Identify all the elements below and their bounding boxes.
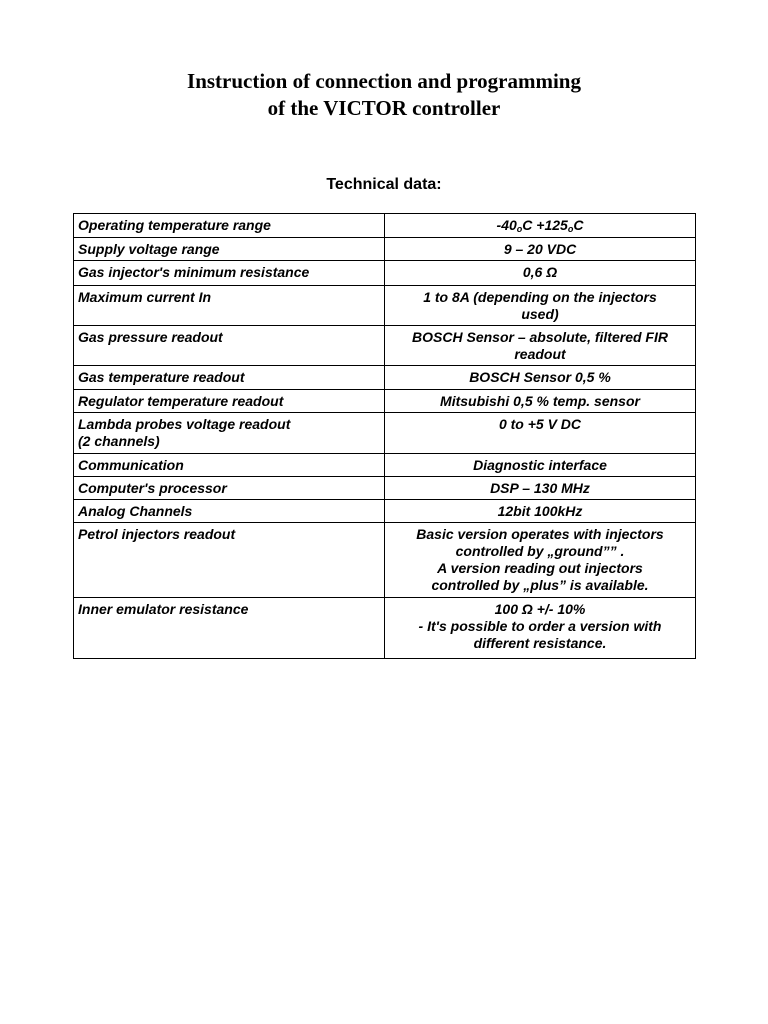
spec-parameter-cell bbox=[74, 454, 385, 477]
spec-parameter-cell bbox=[74, 500, 385, 523]
spec-value-cell bbox=[385, 598, 696, 659]
spec-value-text: 1 to 8A (depending on the injectors bbox=[423, 289, 657, 305]
spec-value-cell bbox=[385, 413, 696, 454]
spec-value-cell bbox=[385, 238, 696, 261]
spec-value-cell bbox=[385, 214, 696, 238]
spec-value-text: Diagnostic interface bbox=[473, 457, 607, 473]
temperature-part: -40 bbox=[496, 217, 517, 233]
spec-parameter-text: Petrol injectors readout bbox=[78, 526, 236, 542]
spec-row bbox=[74, 286, 696, 326]
spec-parameter-cell bbox=[74, 477, 385, 500]
temperature-part: +125 bbox=[536, 217, 568, 233]
spec-parameter-text: Regulator temperature readout bbox=[78, 393, 284, 409]
spec-row bbox=[74, 598, 696, 659]
title-line-2: of the VICTOR controller bbox=[267, 96, 501, 120]
spec-parameter-text: Communication bbox=[78, 457, 184, 473]
spec-value-text: 0,6 Ω bbox=[522, 264, 558, 280]
spec-value-cell bbox=[385, 390, 696, 413]
spec-value-cell bbox=[385, 454, 696, 477]
operating-temperature-value bbox=[389, 217, 691, 234]
spec-value-text: different resistance. bbox=[473, 635, 607, 651]
spec-value-text: controlled by „ground”” . bbox=[455, 543, 625, 559]
spec-parameter-cell bbox=[74, 523, 385, 598]
spec-parameter-cell bbox=[74, 413, 385, 454]
spec-value-cell bbox=[385, 477, 696, 500]
spec-value-text: Mitsubishi 0,5 % temp. sensor bbox=[440, 393, 640, 409]
temperature-part: C bbox=[573, 217, 584, 233]
spec-value-text: controlled by „plus” is available. bbox=[431, 577, 649, 593]
spec-value-cell bbox=[385, 286, 696, 326]
spec-row bbox=[74, 366, 696, 390]
spec-value-text: BOSCH Sensor – absolute, filtered FIR bbox=[412, 329, 668, 345]
temperature-part: C bbox=[522, 217, 533, 233]
spec-parameter-cell bbox=[74, 390, 385, 413]
spec-parameter-text: Lambda probes voltage readout bbox=[78, 416, 291, 432]
spec-value-text: DSP – 130 MHz bbox=[490, 480, 590, 496]
spec-parameter-text: Maximum current In bbox=[78, 289, 212, 305]
spec-value-text: 100 Ω +/- 10% bbox=[494, 601, 586, 617]
spec-row bbox=[74, 523, 696, 598]
spec-parameter-cell bbox=[74, 366, 385, 390]
spec-row bbox=[74, 500, 696, 523]
spec-parameter-text: (2 channels) bbox=[78, 433, 160, 449]
spec-parameter-text: Inner emulator resistance bbox=[78, 601, 249, 617]
spec-parameter-text: Gas pressure readout bbox=[78, 329, 223, 345]
spec-parameter-cell bbox=[74, 326, 385, 366]
spec-value-cell bbox=[385, 366, 696, 390]
degree-mark: o bbox=[567, 224, 574, 234]
spec-parameter-text: Supply voltage range bbox=[78, 241, 220, 257]
spec-value-text: 9 – 20 VDC bbox=[503, 241, 577, 257]
spec-row bbox=[74, 214, 696, 238]
spec-row bbox=[74, 326, 696, 366]
spec-row bbox=[74, 454, 696, 477]
spec-parameter-text: Gas temperature readout bbox=[78, 369, 245, 385]
spec-parameter-cell bbox=[74, 261, 385, 286]
spec-value-text: - It's possible to order a version with bbox=[418, 618, 662, 634]
spec-value-text: 12bit 100kHz bbox=[497, 503, 583, 519]
title-line-1: Instruction of connection and programming bbox=[187, 69, 581, 93]
spec-value-text: used) bbox=[521, 306, 559, 322]
spec-value-text: A version reading out injectors bbox=[437, 560, 643, 576]
spec-parameter-cell bbox=[74, 238, 385, 261]
degree-mark: o bbox=[516, 224, 523, 234]
technical-data-table-body bbox=[74, 214, 696, 659]
spec-value-text: BOSCH Sensor 0,5 % bbox=[469, 369, 611, 385]
spec-value-cell bbox=[385, 500, 696, 523]
spec-row bbox=[74, 390, 696, 413]
spec-parameter-text: Computer's processor bbox=[78, 480, 227, 496]
technical-data-table bbox=[73, 213, 696, 659]
spec-row bbox=[74, 238, 696, 261]
spec-parameter-cell bbox=[74, 286, 385, 326]
spec-value-text: readout bbox=[514, 346, 566, 362]
spec-parameter-cell bbox=[74, 598, 385, 659]
spec-parameter-text: Analog Channels bbox=[78, 503, 193, 519]
spec-value-text: Basic version operates with injectors bbox=[416, 526, 664, 542]
spec-parameter-text: Operating temperature range bbox=[78, 217, 271, 233]
section-heading: Technical data: bbox=[326, 176, 442, 193]
spec-row bbox=[74, 261, 696, 286]
spec-value-cell bbox=[385, 261, 696, 286]
spec-row bbox=[74, 477, 696, 500]
spec-row bbox=[74, 413, 696, 454]
spec-value-text: 0 to +5 V DC bbox=[498, 416, 582, 432]
spec-parameter-cell bbox=[74, 214, 385, 238]
spec-value-cell bbox=[385, 326, 696, 366]
spec-parameter-text: Gas injector's minimum resistance bbox=[78, 264, 310, 280]
spec-value-cell bbox=[385, 523, 696, 598]
document-title bbox=[0, 68, 768, 122]
